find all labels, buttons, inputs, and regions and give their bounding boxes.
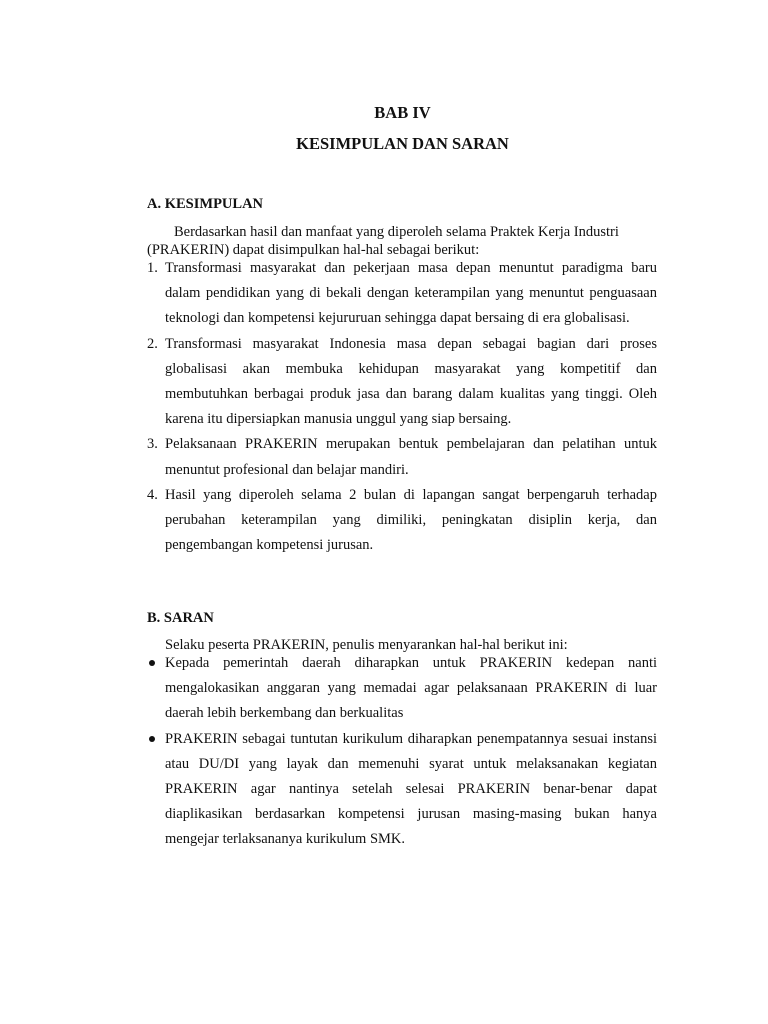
list-item-text: Hasil yang diperoleh selama 2 bulan di lapangan sangat berpengaruh terhadap perubahan keterampilan yang dimiliki, peningkatan disiplin kerja, dan pengembangan kompetensi jurusan.: [165, 486, 657, 554]
bullet-icon: [149, 660, 155, 666]
list-item: [147, 727, 657, 853]
list-item-text: Kepada pemerintah daerah diharapkan untuk PRAKERIN kedepan nanti mengalokasikan anggaran yang memadai agar pelaksanaan PRAKERIN di luar daerah lebih berkembang dan berkualitas: [165, 655, 657, 722]
section-heading-kesimpulan: A. KESIMPULAN: [147, 196, 264, 212]
list-item-number: 2.: [147, 335, 158, 352]
list-item-number: 4.: [147, 486, 158, 503]
saran-intro: Selaku peserta PRAKERIN, penulis menyarankan hal-hal berikut ini:: [165, 637, 568, 653]
section-heading-saran: B. SARAN: [147, 610, 214, 626]
list-item-number: 1.: [147, 260, 158, 276]
kesimpulan-list: [147, 256, 657, 558]
kesimpulan-intro-text: Berdasarkan hasil dan manfaat yang diperoleh selama Praktek Kerja Industri (PRAKERIN) dapat disimpulkan hal-hal sebagai berikut:: [147, 224, 619, 258]
saran-list: [147, 651, 657, 853]
list-item-number: 3.: [147, 436, 158, 453]
list-item: [147, 432, 657, 482]
kesimpulan-intro: [147, 223, 659, 259]
list-item: [147, 483, 657, 559]
list-item-text: Transformasi masyarakat Indonesia masa depan sebagai bagian dari proses globalisasi akan membuka kehidupan masyarakat yang kompetitif dan membutuhkan berbagai produk jasa dan barang dalam kualitas yang tinggi. Oleh karena itu dipersiapkan manusia unggul yang siap bersaing.: [165, 335, 657, 428]
list-item-text: Transformasi masyarakat dan pekerjaan masa depan menuntut paradigma baru dalam pendidikan yang di bekali dengan keterampilan yang menuntut penguasaan teknologi dan kompetensi kejururuan sehingga dapat bersaing di era globalisasi.: [165, 260, 657, 327]
list-item-text: Pelaksanaan PRAKERIN merupakan bentuk pembelajaran dan pelatihan untuk menuntut profesional dan belajar mandiri.: [165, 436, 657, 478]
chapter-number: BAB IV: [374, 103, 431, 122]
bullet-icon: [149, 736, 155, 742]
list-item-text: PRAKERIN sebagai tuntutan kurikulum diharapkan penempatannya sesuai instansi atau DU/DI yang layak dan memenuhi syarat untuk melaksanakan kegiatan PRAKERIN agar nantinya setelah selesai PRAKERIN benar-benar dapat diaplikasikan berdasarkan kompetensi jurusan masing-masing bukan hanya mengejar terlaksananya kurikulum SMK.: [165, 730, 657, 848]
list-item: [147, 332, 657, 433]
list-item: [147, 651, 657, 727]
chapter-title: KESIMPULAN DAN SARAN: [296, 134, 509, 153]
list-item: [147, 256, 657, 332]
